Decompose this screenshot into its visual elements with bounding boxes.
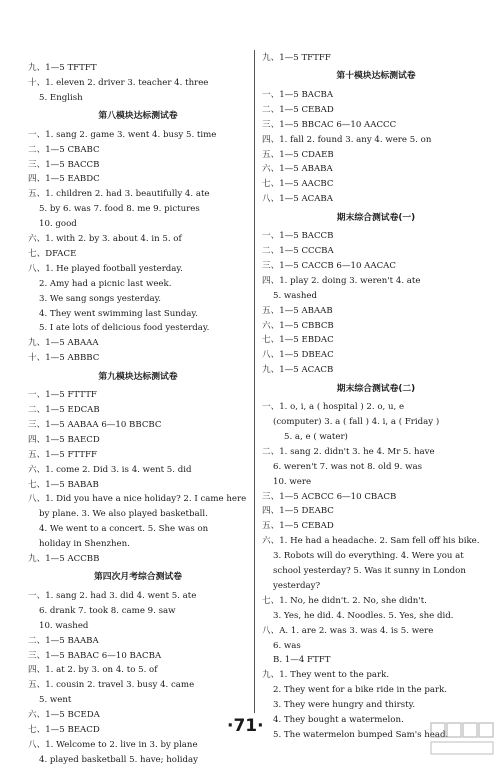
answer-line: 四、1. fall 2. found 3. any 4. were 5. on: [262, 134, 432, 145]
answer-line: 5. by 6. was 7. food 8. me 9. pictures: [39, 204, 200, 215]
answer-line: 八、1. He played football yesterday.: [28, 263, 183, 274]
answer-line: 6. drank 7. took 8. came 9. saw: [39, 605, 176, 616]
answer-line: 七、1. No, he didn't. 2. No, she didn't.: [262, 595, 427, 606]
answer-line: 五、1—5 CEBAD: [262, 521, 334, 532]
answer-line: 四、1. at 2. by 3. on 4. to 5. of: [28, 665, 158, 676]
answer-line: 10. good: [39, 219, 77, 230]
column-divider: [254, 50, 255, 713]
answer-line: 四、1—5 BAECD: [28, 434, 100, 445]
answer-line: 5. English: [39, 92, 83, 103]
section-title: 第十模块达标测试卷: [336, 71, 416, 82]
answer-line: 九、1—5 TFTFT: [28, 63, 97, 73]
answer-line: 4. They bought a watermelon.: [273, 715, 404, 725]
answer-line: 10. were: [273, 476, 312, 487]
answer-line: 三、1—5 ACBCC 6—10 CBACB: [262, 491, 397, 502]
answer-line: 五、1—5 FTTFF: [28, 449, 97, 460]
watermark-logo-icon: [430, 722, 496, 756]
answer-line: 四、1—5 EABDC: [28, 174, 100, 185]
answer-line: 五、1—5 CDAEB: [262, 149, 334, 160]
answer-line: 一、1—5 BACCB: [262, 231, 334, 242]
answer-line: 九、1—5 ABAAA: [28, 338, 99, 349]
answer-line: 六、1. He had a headache. 2. Sam fell off his bike.: [262, 536, 480, 547]
answer-line: 4. played basketball 5. have; holiday: [39, 754, 198, 765]
answer-line: 一、1. sang 2. game 3. went 4. busy 5. time: [28, 129, 217, 140]
answer-line: 3. Robots will do everything. 4. Were you at: [273, 551, 464, 562]
answer-line: 5. a, e ( water): [284, 431, 348, 442]
answer-line: 十、1—5 ABBBC: [28, 353, 100, 364]
answer-line: 九、1—5 ACCBB: [28, 554, 100, 564]
answer-line: 一、1—5 BACBA: [262, 89, 334, 100]
answer-line: 八、1. Did you have a nice holiday? 2. I came here: [28, 494, 247, 505]
answer-line: 一、1. o, i, a ( hospital ) 2. o, u, e: [262, 402, 405, 413]
answer-line: 3. We sang songs yesterday.: [39, 293, 162, 304]
answer-line: 二、1—5 CEBAD: [262, 104, 334, 115]
answer-line: 5. I ate lots of delicious food yesterday.: [39, 323, 210, 334]
answer-line: 二、1—5 CCCBA: [262, 246, 334, 256]
answer-line: 三、1—5 BACCB: [28, 159, 100, 170]
page-number: ·71·: [227, 716, 264, 736]
answer-line: 七、1—5 BEACD: [28, 725, 100, 735]
answer-line: by plane. 3. We also played basketball.: [39, 509, 208, 520]
answer-line: school yesterday? 5. Was it sunny in London: [273, 566, 466, 576]
answer-line: 三、1—5 BABAC 6—10 BACBA: [28, 650, 162, 661]
answer-line: 三、1—5 BBCAC 6—10 AACCC: [262, 119, 397, 130]
answer-line: 3. They were hungry and thirsty.: [273, 700, 416, 711]
answer-line: 九、1—5 ACACB: [262, 365, 334, 376]
answer-line: 四、1. play 2. doing 3. weren't 4. ate: [262, 275, 421, 286]
answer-line: 九、1. They went to the park.: [262, 670, 390, 681]
answer-line: 6. weren't 7. was not 8. old 9. was: [273, 461, 423, 472]
answer-line: 5. went: [39, 695, 72, 706]
section-title: 第四次月考综合测试卷: [94, 572, 182, 583]
answer-line: 六、1—5 CBBCB: [262, 320, 334, 331]
answer-line: 四、1—5 DEABC: [262, 506, 334, 517]
answer-line: 4. They went swimming last Sunday.: [39, 308, 198, 319]
answer-line: 七、1—5 EBDAC: [262, 335, 334, 346]
answer-line: 3. Yes, he did. 4. Noodles. 5. Yes, she did.: [273, 610, 454, 621]
answer-line: 三、1—5 AABAA 6—10 BBCBC: [28, 419, 162, 430]
answer-line: (computer) 3. a ( fall ) 4. i, a ( Friday ): [273, 417, 440, 427]
answer-line: 5. washed: [273, 290, 317, 301]
answer-line: 六、1—5 ABABA: [262, 164, 333, 175]
answer-line: 一、1. sang 2. had 3. did 4. went 5. ate: [28, 590, 197, 601]
answer-line: 七、DFACE: [28, 248, 77, 259]
answer-line: 八、1—5 DBEAC: [262, 350, 334, 361]
section-title: 第九模块达标测试卷: [98, 371, 178, 382]
answer-line: B. 1—4 FTFT: [273, 655, 331, 666]
answer-line: yesterday?: [273, 580, 321, 591]
answer-line: 4. We went to a concert. 5. She was on: [39, 524, 209, 535]
answer-line: 九、1—5 TFTFF: [262, 53, 331, 63]
answer-line: 三、1—5 CACCB 6—10 AACAC: [262, 260, 396, 271]
answer-line: 五、1. cousin 2. travel 3. busy 4. came: [28, 680, 195, 691]
section-title: 期末综合测试卷(一): [336, 212, 416, 223]
answer-line: 六、1—5 BCEDA: [28, 710, 100, 721]
answer-line: holiday in Shenzhen.: [39, 539, 130, 550]
answer-line: 二、1—5 CBABC: [28, 144, 100, 155]
answer-line: 2. Amy had a picnic last week.: [39, 278, 172, 289]
answer-line: 五、1. children 2. had 3. beautifully 4. ate: [28, 189, 210, 200]
answer-line: 五、1—5 ABAAB: [262, 305, 333, 316]
answer-line: 5. The watermelon bumped Sam's head.: [273, 729, 449, 740]
answer-line: 七、1—5 AACBC: [262, 179, 334, 190]
answer-line: 6. was: [273, 640, 301, 651]
answer-line: 一、1—5 FTTTF: [28, 390, 97, 401]
answer-line: 八、A. 1. are 2. was 3. was 4. is 5. were: [262, 625, 434, 636]
section-title: 第八模块达标测试卷: [98, 111, 178, 122]
answer-line: 十、1. eleven 2. driver 3. teacher 4. three: [28, 77, 209, 88]
answer-line: 二、1. sang 2. didn't 3. he 4. Mr 5. have: [262, 446, 435, 457]
answer-line: 二、1—5 EDCAB: [28, 405, 100, 415]
answer-line: 六、1. come 2. Did 3. is 4. went 5. did: [28, 464, 192, 475]
answer-line: 八、1—5 ACABA: [262, 194, 333, 205]
answer-line: 10. washed: [39, 620, 89, 631]
answer-line: 2. They went for a bike ride in the park.: [273, 685, 448, 696]
section-title: 期末综合测试卷(二): [336, 383, 416, 394]
answer-line: 七、1—5 BABAB: [28, 479, 99, 490]
answer-line: 八、1. Welcome to 2. live in 3. by plane: [28, 739, 198, 750]
answer-line: 六、1. with 2. by 3. about 4. in 5. of: [28, 234, 182, 244]
answer-line: 二、1—5 BAABA: [28, 635, 99, 646]
